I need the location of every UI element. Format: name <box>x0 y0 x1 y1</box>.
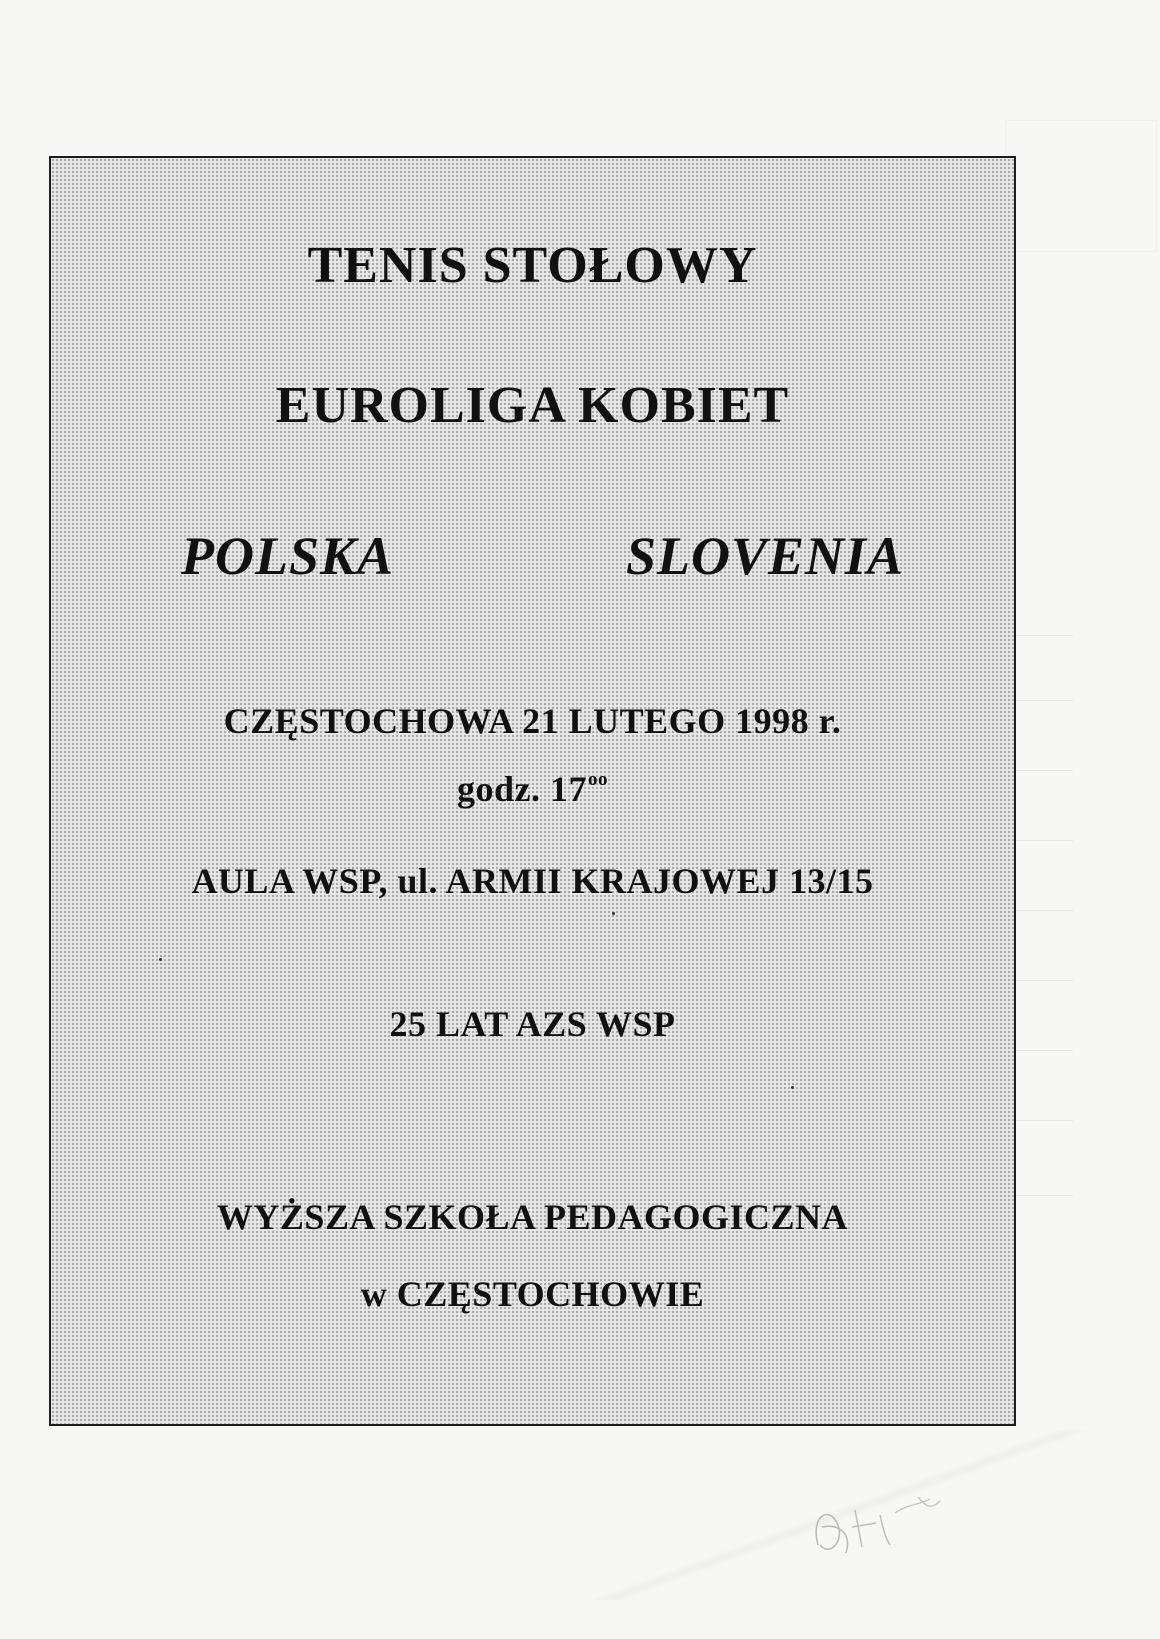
handwritten-mark <box>800 1475 970 1575</box>
poster-title: TENIS STOŁOWY <box>307 237 758 294</box>
event-time-minutes: oo <box>588 769 608 790</box>
ghost-line <box>1011 980 1073 981</box>
event-time <box>51 768 1014 810</box>
organizer-city: w CZĘSTOCHOWIE <box>360 1274 705 1314</box>
print-speck <box>791 1086 794 1089</box>
ghost-line <box>1011 910 1073 911</box>
ghost-line <box>1011 840 1073 841</box>
team-away: SLOVENIA <box>626 526 905 586</box>
ghost-line <box>1011 635 1073 636</box>
print-speck <box>159 958 162 961</box>
scribble-stroke <box>816 1515 847 1553</box>
ghost-line <box>1011 1120 1073 1121</box>
anniversary-line: 25 LAT AZS WSP <box>389 1004 676 1044</box>
team-home: POLSKA <box>181 526 395 586</box>
ghost-line <box>1011 1195 1073 1196</box>
poster-panel <box>49 156 1016 1426</box>
print-speck <box>612 912 615 915</box>
ghost-line <box>1011 770 1073 771</box>
organizer-name: WYŻSZA SZKOŁA PEDAGOGICZNA <box>216 1197 849 1237</box>
scribble-stroke <box>852 1510 890 1547</box>
paper-ghost-frame <box>1005 120 1157 252</box>
paper-ghost-table <box>1010 555 1073 1215</box>
event-date: CZĘSTOCHOWA 21 LUTEGO 1998 r. <box>223 701 842 741</box>
scribble-stroke <box>895 1497 940 1513</box>
poster-subtitle: EUROLIGA KOBIET <box>275 377 790 434</box>
ghost-line <box>1011 1050 1073 1051</box>
event-venue: AULA WSP, ul. ARMII KRAJOWEJ 13/15 <box>191 861 874 901</box>
event-time-hour: godz. 17 <box>457 769 587 809</box>
ghost-line <box>1011 700 1073 701</box>
